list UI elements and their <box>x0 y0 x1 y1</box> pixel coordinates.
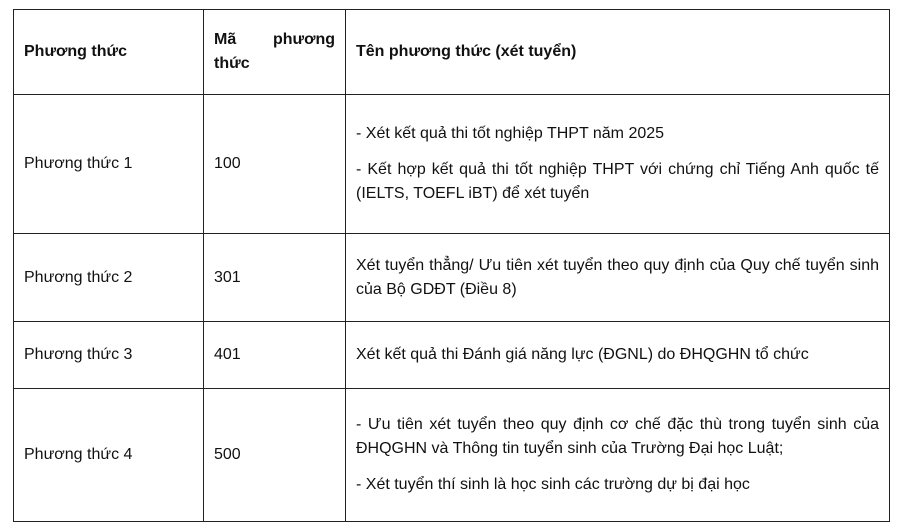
header-code-word1: Mã <box>214 31 237 48</box>
description-item: - Xét kết quả thi tốt nghiệp THPT năm 2025 <box>356 125 665 142</box>
code-cell: 401 <box>204 322 346 389</box>
description-cell <box>346 322 890 389</box>
table-row <box>14 322 890 389</box>
header-method: Phương thức <box>14 10 204 95</box>
description-cell <box>346 95 890 234</box>
description-cell <box>346 389 890 522</box>
description-item: Xét kết quả thi Đánh giá năng lực (ĐGNL) do ĐHQGHN tổ chức <box>356 346 809 363</box>
table-header-row <box>14 10 890 95</box>
method-cell: Phương thức 1 <box>14 95 204 234</box>
method-cell: Phương thức 2 <box>14 234 204 322</box>
table-row <box>14 389 890 522</box>
header-code-word2: phương <box>272 31 335 48</box>
method-cell: Phương thức 4 <box>14 389 204 522</box>
method-cell: Phương thức 3 <box>14 322 204 389</box>
description-item: - Kết hợp kết quả thi tốt nghiệp THPT với chứng chỉ Tiếng Anh quốc tế (IELTS, TOEFL iBT) để xét tuyển <box>356 161 879 202</box>
description-item: - Ưu tiên xét tuyển theo quy định cơ chế đặc thù trong tuyển sinh của ĐHQGHN và Thông tin tuyển sinh của Trường Đại học Luật; <box>356 416 879 457</box>
description-cell <box>346 234 890 322</box>
table-row <box>14 95 890 234</box>
code-cell: 301 <box>204 234 346 322</box>
code-cell: 500 <box>204 389 346 522</box>
header-code-word3: thức <box>214 55 250 72</box>
table-row <box>14 234 890 322</box>
description-item: Xét tuyển thẳng/ Ưu tiên xét tuyển theo quy định của Quy chế tuyển sinh của Bộ GDĐT (Điều 8) <box>356 256 879 298</box>
header-name: Tên phương thức (xét tuyển) <box>346 10 890 95</box>
admission-methods-table <box>13 9 890 522</box>
header-code <box>204 10 346 95</box>
description-item: - Xét tuyển thí sinh là học sinh các trường dự bị đại học <box>356 476 750 493</box>
code-cell: 100 <box>204 95 346 234</box>
